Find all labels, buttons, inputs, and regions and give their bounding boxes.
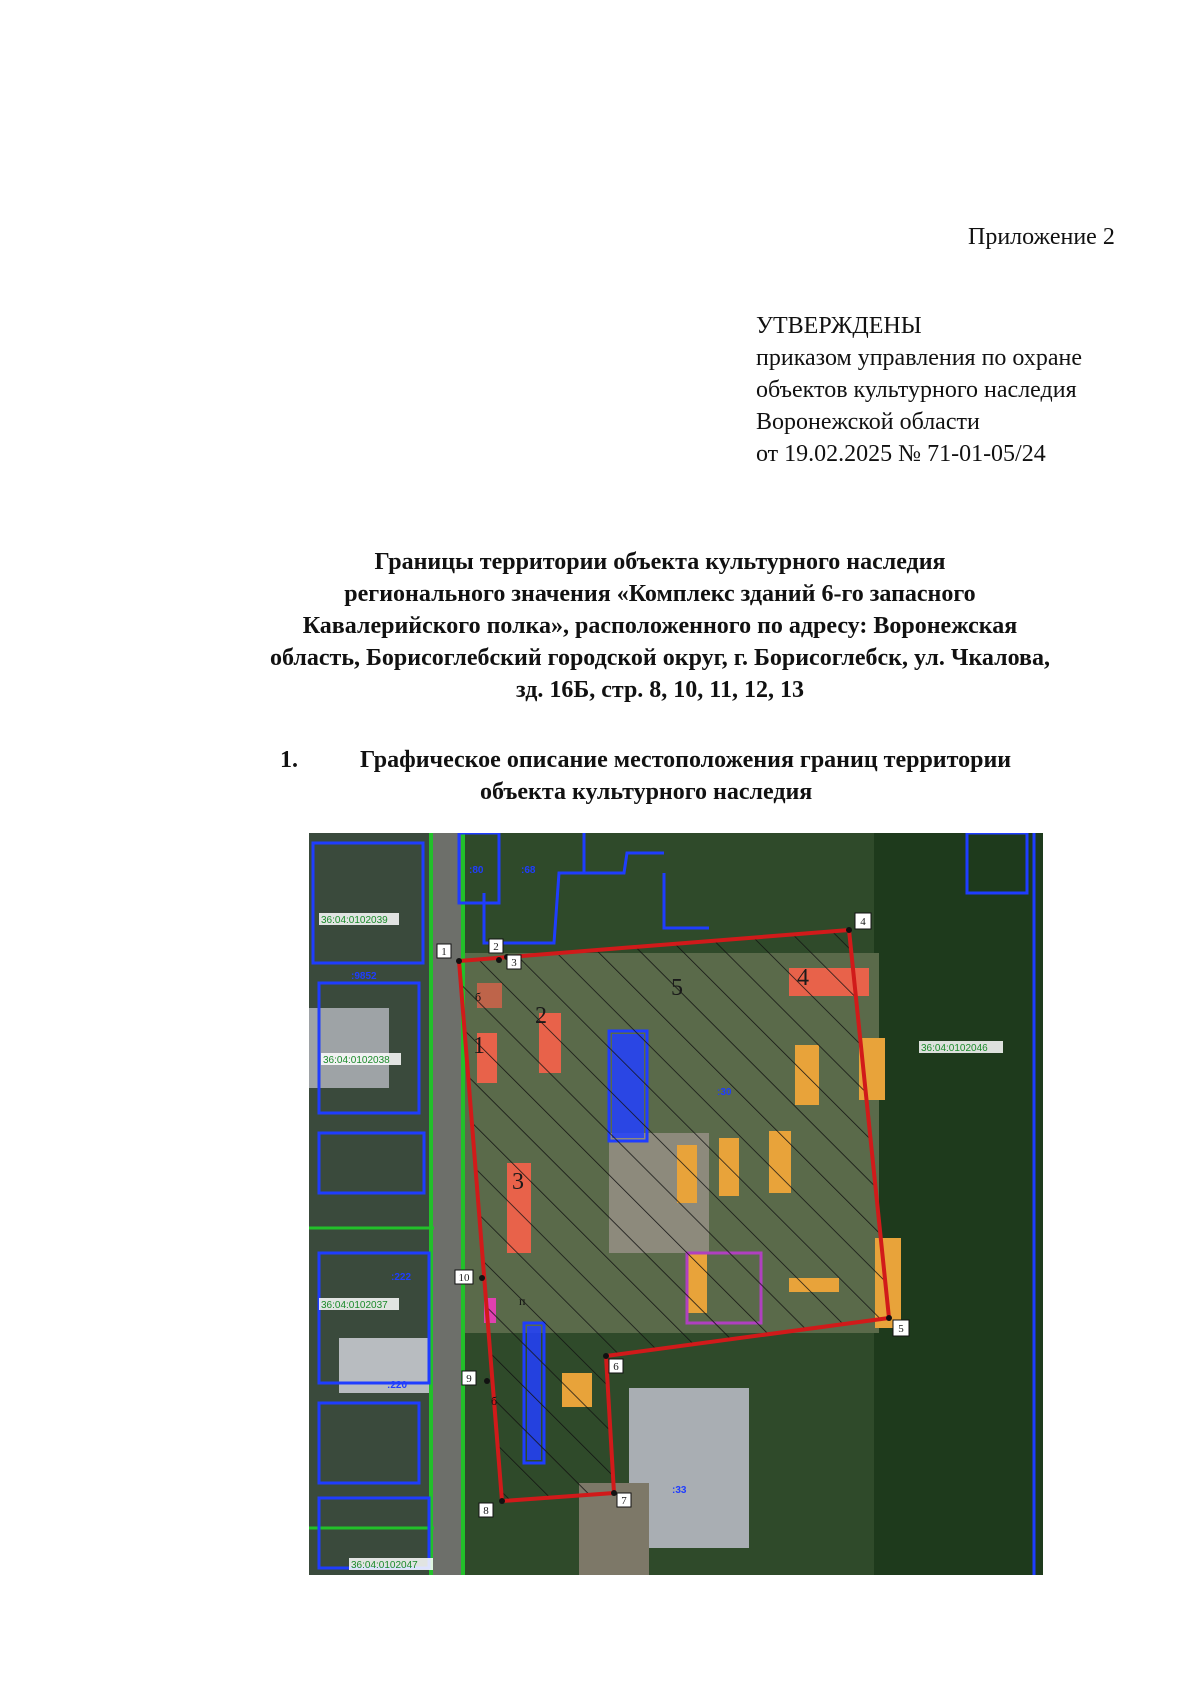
title-line: Границы территории объекта культурного наследия (374, 549, 946, 575)
approval-line: Воронежской области (756, 409, 980, 435)
building-label: 1 (473, 1033, 485, 1059)
point-label: 2 (493, 941, 499, 953)
cadastral-label: 36:04:0102046 (921, 1043, 988, 1054)
document-title (170, 546, 1150, 706)
parcel-label: :220 (387, 1380, 408, 1391)
point-label: 4 (860, 916, 866, 928)
point-label-5 (893, 1320, 909, 1336)
parcel-label: :68 (521, 865, 536, 876)
map-canvas (309, 833, 1043, 1575)
point-label: 9 (466, 1373, 472, 1385)
point-label: 7 (621, 1495, 627, 1507)
cadastral-label: 36:04:0102047 (351, 1560, 418, 1571)
point-label-4 (855, 913, 871, 929)
parcel-label: :222 (391, 1272, 412, 1283)
title-line: область, Борисоглебский городской округ, г. Борисоглебск, ул. Чкалова, (270, 645, 1050, 671)
approval-date-number: от 19.02.2025 № 71-01-05/24 (756, 441, 1046, 467)
annex-label: Приложение 2 (968, 224, 1115, 250)
point-label-3 (507, 955, 521, 969)
building-label: 2 (535, 1003, 547, 1029)
point-label-6 (609, 1359, 623, 1373)
point-label: 8 (483, 1505, 489, 1517)
section-title-line: объекта культурного наследия (480, 779, 813, 805)
cadastral-label: 36:04:0102037 (321, 1300, 388, 1311)
parcel-label: :9852 (351, 971, 377, 982)
title-line: зд. 16Б, стр. 8, 10, 11, 12, 13 (516, 677, 804, 703)
parcel-label: :33 (672, 1485, 687, 1496)
point-label: 10 (458, 1272, 470, 1284)
approval-line: приказом управления по охране (756, 345, 1082, 371)
building-label: 4 (797, 965, 809, 991)
approval-block (756, 310, 1082, 470)
point-label-8 (479, 1503, 493, 1517)
inner-label: п (519, 1294, 526, 1308)
point-label-2 (489, 939, 503, 953)
inner-label: б (475, 990, 482, 1004)
building-label: 3 (512, 1169, 524, 1195)
approval-heading: УТВЕРЖДЕНЫ (756, 313, 922, 339)
cadastral-label: 36:04:0102039 (321, 915, 388, 926)
parcel-label: :80 (469, 865, 484, 876)
point-label: 5 (898, 1323, 904, 1335)
point-label-9 (462, 1371, 476, 1385)
cadastral-label: 36:04:0102038 (323, 1055, 390, 1066)
section-title-line: Графическое описание местоположения границ территории (360, 747, 1012, 773)
approval-line: объектов культурного наследия (756, 377, 1077, 403)
point-label-10 (455, 1270, 473, 1284)
title-line: Кавалерийского полка», расположенного по адресу: Воронежская (302, 613, 1018, 639)
satellite-east-forest (874, 833, 1043, 1575)
point-label: 3 (511, 957, 517, 969)
point-label: 1 (441, 946, 447, 958)
point-label-7 (617, 1493, 631, 1507)
building-label: 5 (671, 975, 683, 1001)
section-number: 1. (280, 747, 298, 773)
point-label: 6 (613, 1361, 619, 1373)
boundary-map (309, 833, 1043, 1575)
inner-label: б (491, 1394, 498, 1408)
satellite-road (579, 1483, 649, 1575)
title-line: регионального значения «Комплекс зданий 6-го запасного (344, 581, 976, 607)
parcel-label: :30 (717, 1087, 732, 1098)
point-label-1 (437, 944, 451, 958)
satellite-roof (309, 1008, 389, 1088)
